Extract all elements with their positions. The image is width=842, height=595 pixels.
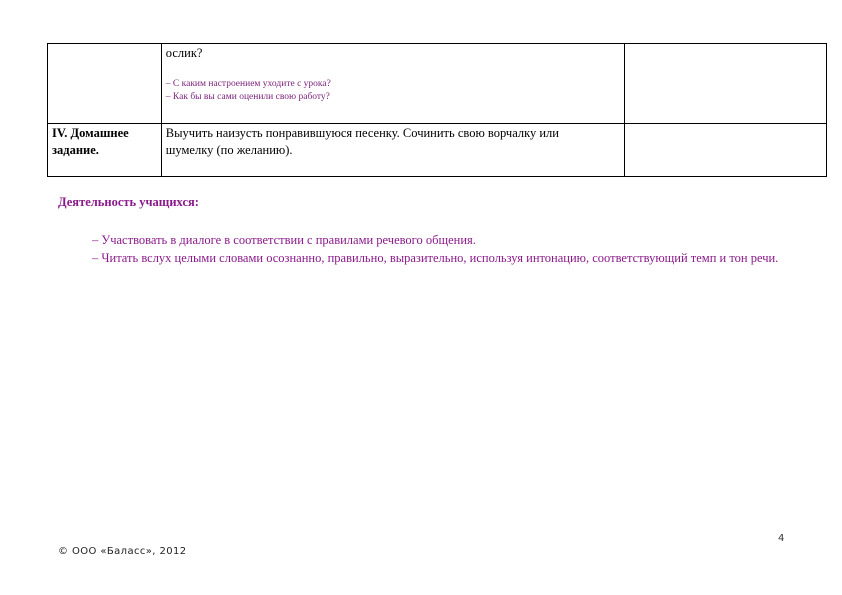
content-cell xyxy=(161,44,624,124)
table-row xyxy=(48,44,827,124)
page-number: 4 xyxy=(778,533,785,544)
activity-item: – Читать вслух целыми словами осознанно, правильно, выразительно, используя интонацию, соответствующий темп и тон речи. xyxy=(92,251,779,265)
stage-label: IV. Домашнее задание. xyxy=(52,126,129,157)
copyright-notice: © ООО «Баласс», 2012 xyxy=(58,546,187,557)
question-item: – Как бы вы сами оценили свою работу? xyxy=(165,92,330,102)
question-item: – С каким настроением уходите с урока? xyxy=(165,79,331,89)
stage-cell xyxy=(48,44,162,124)
homework-text: Выучить наизусть понравившуюся песенку. Сочинить свою ворчалку или шумелку (по желанию). xyxy=(165,126,559,157)
question-list xyxy=(166,78,620,104)
notes-cell xyxy=(625,44,827,124)
table-row xyxy=(48,124,827,177)
notes-cell xyxy=(625,124,827,177)
content-text: ослик? xyxy=(165,46,203,60)
stage-cell xyxy=(48,124,162,177)
lesson-plan-table xyxy=(47,43,827,177)
activity-heading: Деятельность учащихся: xyxy=(58,195,199,209)
content-cell xyxy=(161,124,624,177)
activity-item: – Участвовать в диалоге в соответствии с правилами речевого общения. xyxy=(92,233,476,247)
